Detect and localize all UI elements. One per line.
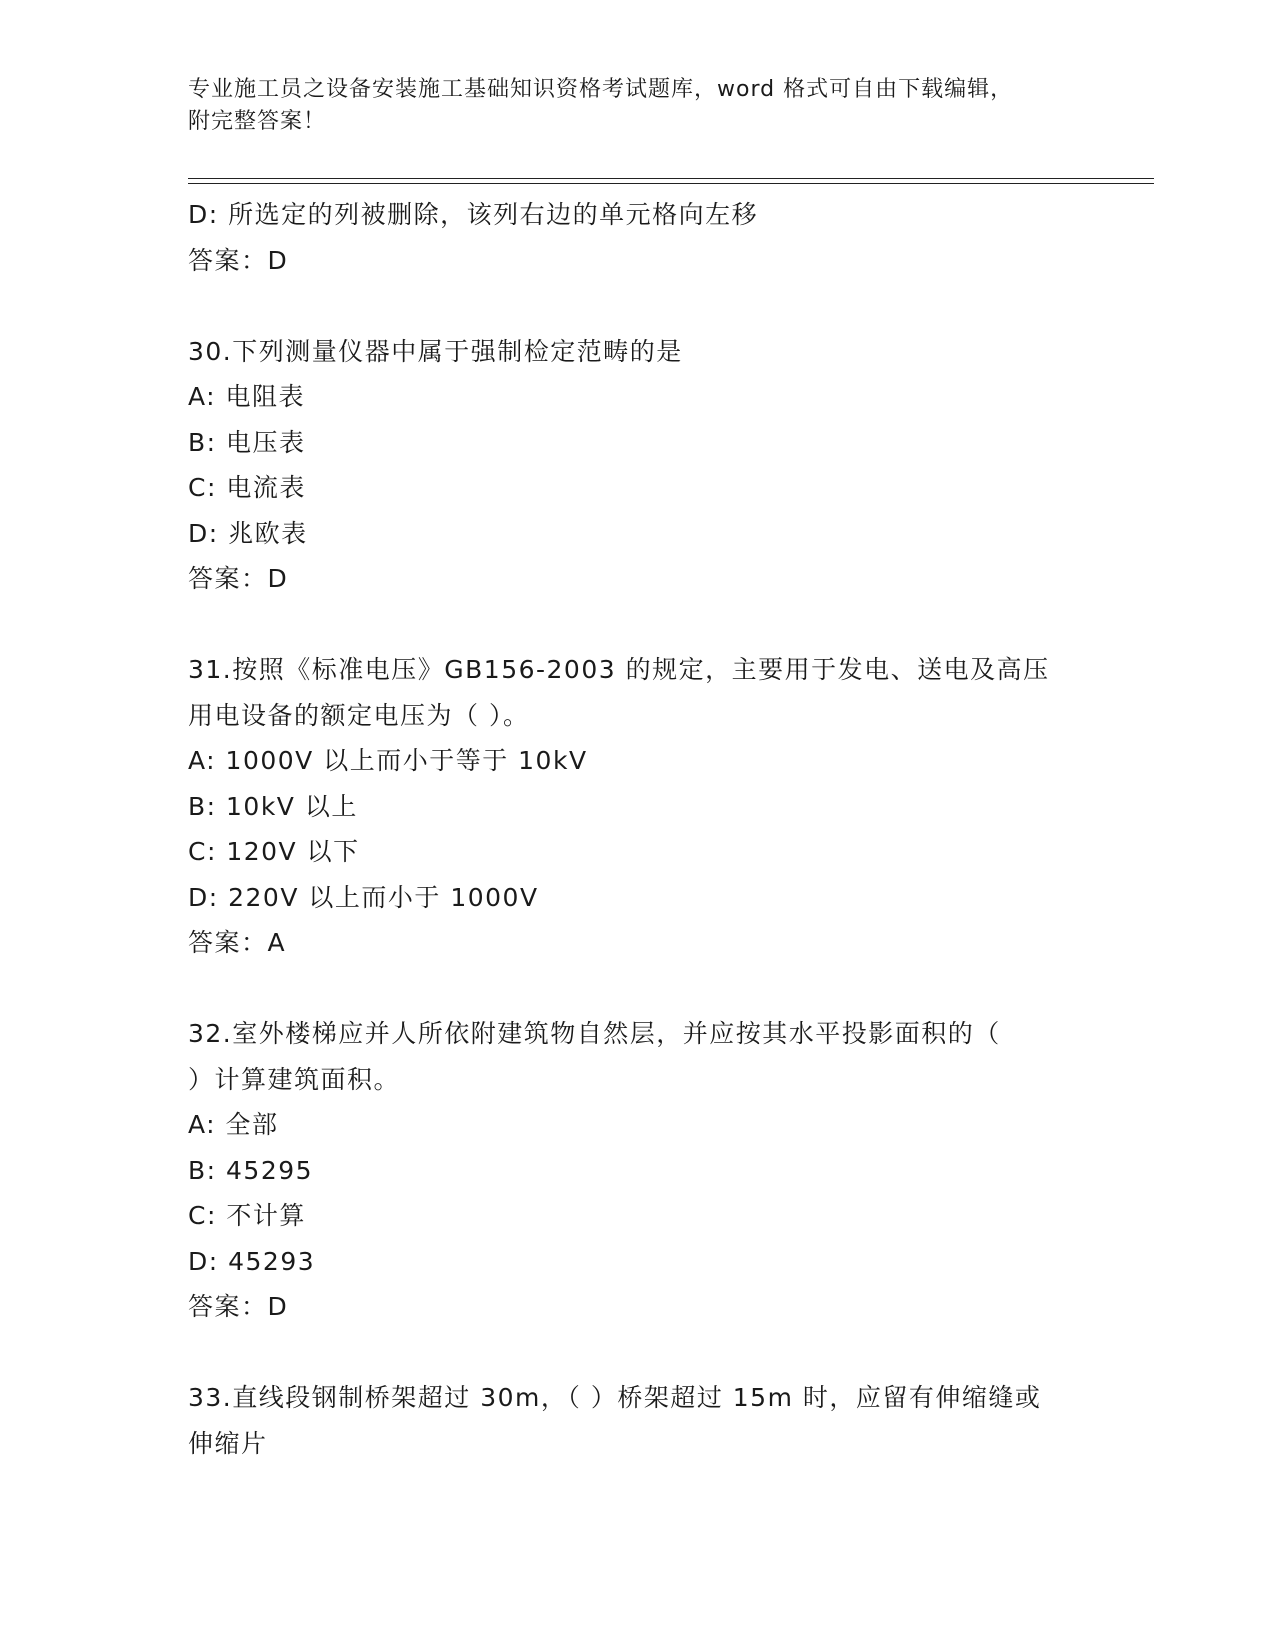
- option-d: D: 兆欧表: [188, 518, 308, 548]
- question-stem-line: 32.室外楼梯应并人所依附建筑物自然层，并应按其水平投影面积的（: [188, 1019, 1001, 1048]
- answer-line: 答案：D: [188, 245, 289, 275]
- spacer: [188, 966, 1088, 1012]
- option-b: B: 电压表: [188, 427, 306, 457]
- question-stem-line: 33.直线段钢制桥架超过 30m，（ ）桥架超过 15m 时，应留有伸缩缝或: [188, 1383, 1042, 1412]
- question-block-32: [188, 1011, 1088, 1330]
- question-stem-line: 伸缩片: [188, 1428, 268, 1458]
- answer-line: 答案：A: [188, 928, 287, 957]
- header-divider-top: [188, 178, 1154, 179]
- option-b: B: 10kV 以上: [188, 791, 358, 821]
- option-c: C: 120V 以下: [188, 837, 360, 866]
- header-line-1: 专业施工员之设备安装施工基础知识资格考试题库，word 格式可自由下载编辑，: [188, 77, 1014, 102]
- option-d: D: 220V 以上而小于 1000V: [188, 882, 539, 912]
- question-stem-line: ）计算建筑面积。: [188, 1064, 401, 1094]
- option-c: C: 电流表: [188, 473, 306, 502]
- option-a: A: 全部: [188, 1110, 279, 1139]
- header-line-2: 附完整答案！: [188, 109, 327, 134]
- question-stem-line: 用电设备的额定电压为（ ）。: [188, 700, 530, 730]
- option-b: B: 45295: [188, 1155, 314, 1185]
- answer-line: 答案：D: [188, 564, 289, 593]
- question-content: [188, 192, 1088, 1466]
- answer-line: 答案：D: [188, 1292, 289, 1321]
- spacer: [188, 602, 1088, 648]
- option-c: C: 不计算: [188, 1201, 306, 1230]
- header-divider-bottom: [188, 183, 1154, 184]
- question-block-30: [188, 329, 1088, 602]
- document-header: [188, 74, 1088, 138]
- option-a: A: 1000V 以上而小于等于 10kV: [188, 746, 588, 775]
- spacer: [188, 1330, 1088, 1376]
- option-d: D: 45293: [188, 1246, 316, 1276]
- question-stem-line: 31.按照《标准电压》GB156-2003 的规定，主要用于发电、送电及高压: [188, 655, 1050, 684]
- question-block-33: [188, 1375, 1088, 1466]
- option-a: A: 电阻表: [188, 382, 306, 411]
- spacer: [188, 283, 1088, 329]
- question-stem-line: 30.下列测量仪器中属于强制检定范畴的是: [188, 336, 683, 366]
- question-block-31: [188, 647, 1088, 966]
- option-d: D: 所选定的列被删除，该列右边的单元格向左移: [188, 200, 759, 229]
